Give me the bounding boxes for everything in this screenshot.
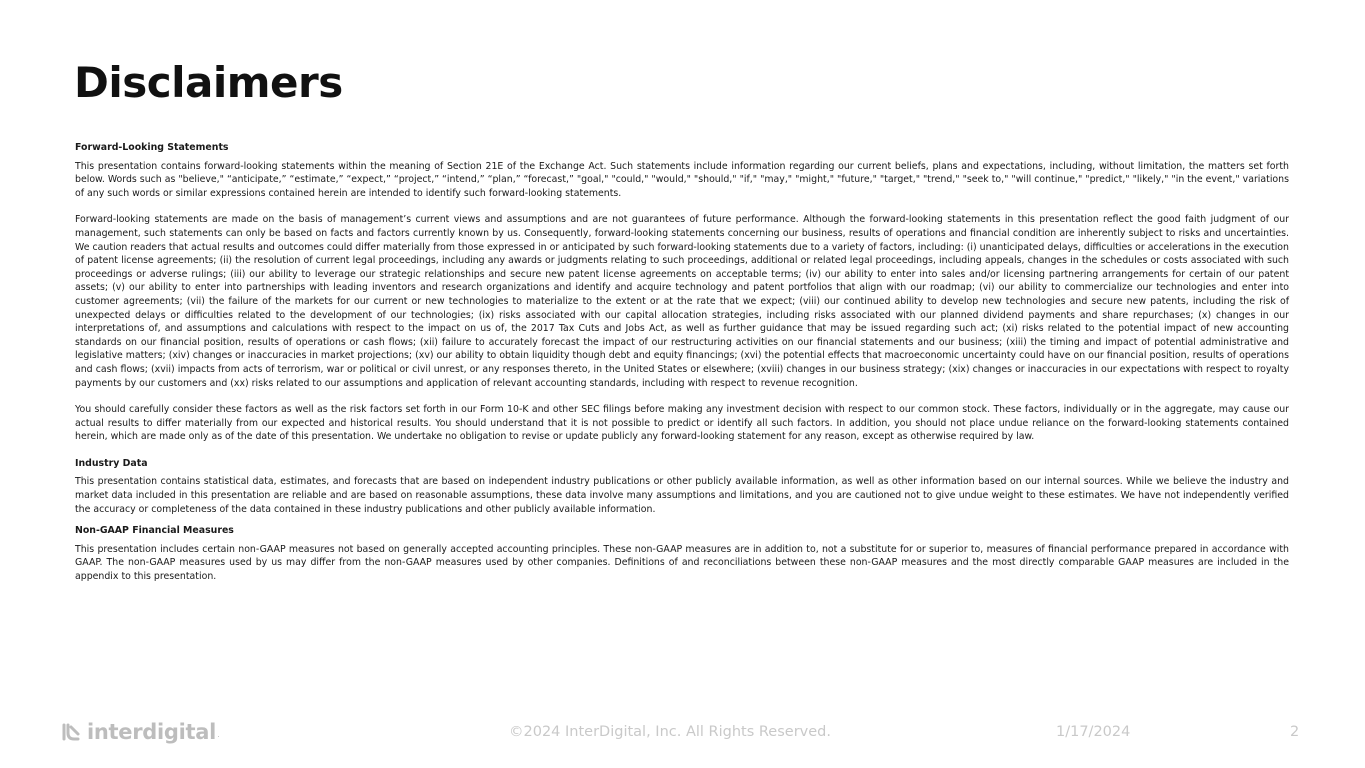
page-number: 2 [1290, 724, 1300, 740]
disclaimer-body [75, 141, 1289, 597]
copyright-notice: ©2024 InterDigital, Inc. All Rights Reserved. [509, 724, 831, 740]
logo-wordmark: interdigital [87, 720, 217, 744]
interdigital-logo-icon [61, 721, 83, 743]
slide-footer [0, 720, 1365, 746]
section-heading-industry-data: Industry Data [75, 457, 148, 469]
industry-data-paragraph: This presentation contains statistical data, estimates, and forecasts that are based on independent industry publications or other publicly available information, as well as other information based on our internal sources. While we believe the industry and market data included in this presentation are reliable and are based on reasonable assumptions, these data involve many assumptions and limitations, and you are cautioned not to give undue weight to these estimates. We have not independently verified the accuracy or completeness of the data contained in these industry publications and other publicly available information. [75, 476, 1289, 515]
section-heading-non-gaap: Non-GAAP Financial Measures [75, 525, 234, 537]
forward-looking-paragraph-2: Forward-looking statements are made on the basis of management’s current views and assumptions and are not guarantees of future performance. Although the forward-looking statements in this presentation reflect the good faith judgment of our management, such statements can only be based on facts and factors currently known by us. Consequently, forward-looking statements concerning our business, results of operations and financial condition are inherently subject to risks and uncertainties. We caution readers that actual results and outcomes could differ materially from those expressed in or anticipated by such forward-looking statements due to a variety of factors, including: (i) unanticipated delays, difficulties or accelerations in the execution of patent license agreements; (ii) the resolution of current legal proceedings, including any awards or judgments relating to such proceedings, additional or related legal proceedings, including appeals, changes in the schedules or costs associated with such proceedings or adverse rulings; (iii) our ability to leverage our strategic relationships and secure new patent license agreements on acceptable terms; (iv) our ability to enter into sales and/or licensing partnering arrangements for certain of our patent assets; (v) our ability to enter into partnerships with leading inventors and research organizations and identify and acquire technology and patent portfolios that align with our roadmap; (vi) our ability to commercialize our technologies and enter into customer agreements; (vii) the failure of the markets for our current or new technologies to materialize to the extent or at the rate that we expect; (viii) our continued ability to develop new technologies and secure new patents, including the risk of unexpected delays or difficulties related to the development of our technologies; (ix) risks associated with our capital allocation strategies, including risks associated with our planned dividend payments and share repurchases; (x) changes in our interpretations of, and assumptions and calculations with respect to the impact on us of, the 2017 Tax Cuts and Jobs Act, as well as further guidance that may be issued regarding such act; (xi) risks related to the potential impact of new accounting standards on our financial position, results of operations or cash flows; (xii) failure to accurately forecast the impact of our restructuring activities on our financial statements and our business; (xiii) the timing and impact of potential administrative and legislative matters; (xiv) changes or inaccuracies in market projections; (xv) our ability to obtain liquidity though debt and equity financings; (xvi) the potential effects that macroeconomic uncertainty could have on our financial position, results of operations and cash flows; (xvii) impacts from acts of terrorism, war or political or civil unrest, or any responses thereto, in the United States or elsewhere; (xviii) changes in our business strategy; (xix) changes or inaccuracies in our expectations with respect to royalty payments by our customers and (xx) risks related to our assumptions and application of relevant accounting standards, including with respect to revenue recognition. [75, 214, 1289, 389]
section-heading-forward-looking: Forward-Looking Statements [75, 142, 229, 153]
non-gaap-paragraph: This presentation includes certain non-GAAP measures not based on generally accepted accounting principles. These non-GAAP measures are in addition to, not a substitute for or superior to, measures of financial performance prepared in accordance with GAAP. The non-GAAP measures used by us may differ from the non-GAAP measures used by other companies. Definitions of and reconciliations between these non-GAAP measures and the most directly comparable GAAP measures are included in the appendix to this presentation. [75, 543, 1289, 583]
presentation-date: 1/17/2024 [1056, 724, 1131, 740]
forward-looking-paragraph-1: This presentation contains forward-looking statements within the meaning of Section 21E of the Exchange Act. Such statements include information regarding our current beliefs, plans and expectations, including, without limitation, the matters set forth below. Words such as "believe," “anticipate,” “estimate,” “expect,” “project,” “intend,” “plan,” “forecast,” "goal," "could," "would," "should," "if," "may," "might," "future," "target," "trend," "seek to," "will continue," "predict," "likely," "in the event," variations of any such words or similar expressions contained herein are intended to identify such forward-looking statements. [75, 160, 1289, 199]
logo-mark: . [217, 730, 220, 739]
forward-looking-paragraph-3: You should carefully consider these factors as well as the risk factors set forth in our Form 10-K and other SEC filings before making any investment decision with respect to our common stock. These factors, individually or in the aggregate, may cause our actual results to differ materially from our expected and historical results. You should understand that it is not possible to predict or identify all such factors. In addition, you should not place undue reliance on the forward-looking statements contained herein, which are made only as of the date of this presentation. We undertake no obligation to revise or update publicly any forward-looking statement for any reason, except as otherwise required by law. [75, 404, 1289, 443]
interdigital-logo [61, 720, 220, 744]
slide-title: Disclaimers [74, 58, 343, 107]
